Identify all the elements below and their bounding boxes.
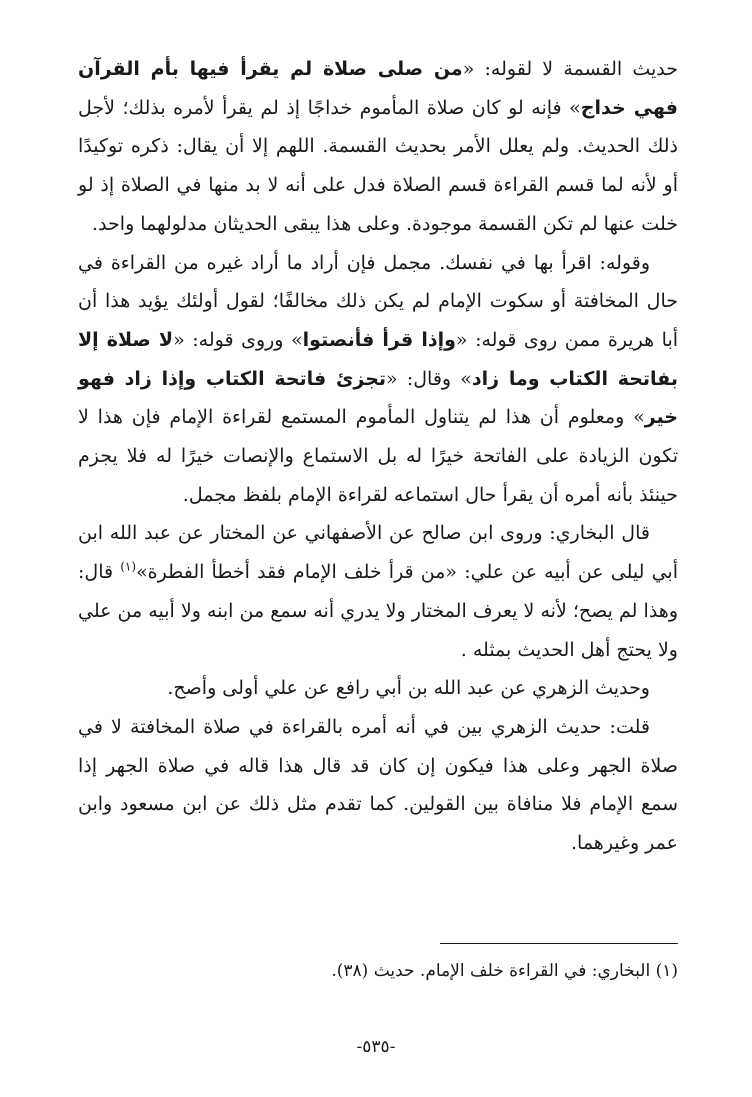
paragraph <box>78 708 678 863</box>
main-text <box>78 50 678 863</box>
footnote-separator <box>440 943 678 944</box>
text-segment: قلت: حديث الزهري بين في أنه أمره بالقراءة في صلاة المخافتة لا في صلاة الجهر وعلى هذا فيكون إن كان قد قال هذا قاله في صلاة الجهر إذا سمع الإمام فلا منافاة بين القولين. كما تقدم مثل ذلك عن ابن مسعود وابن عمر وغيرهما. <box>78 715 678 855</box>
paragraph <box>78 50 678 244</box>
text-segment: » فإنه لو كان صلاة المأموم خداجًا إذ لم يقرأ لأمره بذلك؛ لأجل ذلك الحديث. ولم يعلل الأمر بحديث القسمة. اللهم إلا أن يقال: ذكره توكيدًا أو لأنه لما قسم القراءة قسم الصلاة فدل على أنه لا بد منها في الصلاة إذ لو خلت عنها لم تكن القسمة موجودة. وعلى هذا يبقى الحديثان مدلولهما واحد. <box>78 96 678 235</box>
text-segment: » ومعلوم أن هذا لم يتناول المأموم المستمع لقراءة الإمام فإن هذا لا تكون الزيادة على الفاتحة خيرًا له بل الاستماع والإنصات خيرًا له فلا يجزم حينئذ بأنه أمره أن يقرأ حال استماعه لقراءة الإمام بلفظ مجمل. <box>78 406 678 506</box>
footnote-marker: (١) <box>120 559 137 574</box>
text-segment: قال: وهذا لم يصح؛ لأنه لا يعرف المختار ولا يدري أنه سمع من ابنه ولا أبيه من علي ولا يحتج أهل الحديث بمثله . <box>78 561 678 661</box>
hadith-quote: تجزئ فاتحة الكتاب وإذا زاد فهو خير <box>78 367 678 429</box>
text-segment: وقوله: اقرأ بها في نفسك. مجمل فإن أراد ما أراد غيره من القراءة في حال المخافتة أو سكوت الإمام لم يكن ذلك مخالفًا؛ لقول أولئك يؤيد هذا أن أبا هريرة ممن روى قوله: « <box>78 251 679 351</box>
text-segment: وحديث الزهري عن عبد الله بن أبي رافع عن علي أولى وأصح. <box>167 677 650 700</box>
text-segment: قال البخاري: وروى ابن صالح عن الأصفهاني عن المختار عن عبد الله ابن أبي ليلى عن أبيه عن علي: «من قرأ خلف الإمام فقد أخطأ الفطرة» <box>78 522 678 584</box>
paragraph <box>78 514 678 669</box>
hadith-quote: لا صلاة إلا بفاتحة الكتاب وما زاد <box>78 328 678 390</box>
text-segment: » وروى قوله: « <box>173 328 303 351</box>
hadith-quote: وإذا قرأ فأنصتوا <box>302 328 456 351</box>
hadith-quote: من صلى صلاة لم يقرأ فيها بأم القرآن فهي خداج <box>78 58 678 119</box>
text-segment: حديث القسمة لا لقوله: « <box>462 58 678 80</box>
paragraph <box>78 244 678 515</box>
page-number: -٥٣٥- <box>356 1037 396 1057</box>
footnote: (١) البخاري: في القراءة خلف الإمام. حديث (٣٨). <box>331 961 678 981</box>
text-segment: » وقال: « <box>386 367 472 390</box>
paragraph <box>78 669 678 708</box>
